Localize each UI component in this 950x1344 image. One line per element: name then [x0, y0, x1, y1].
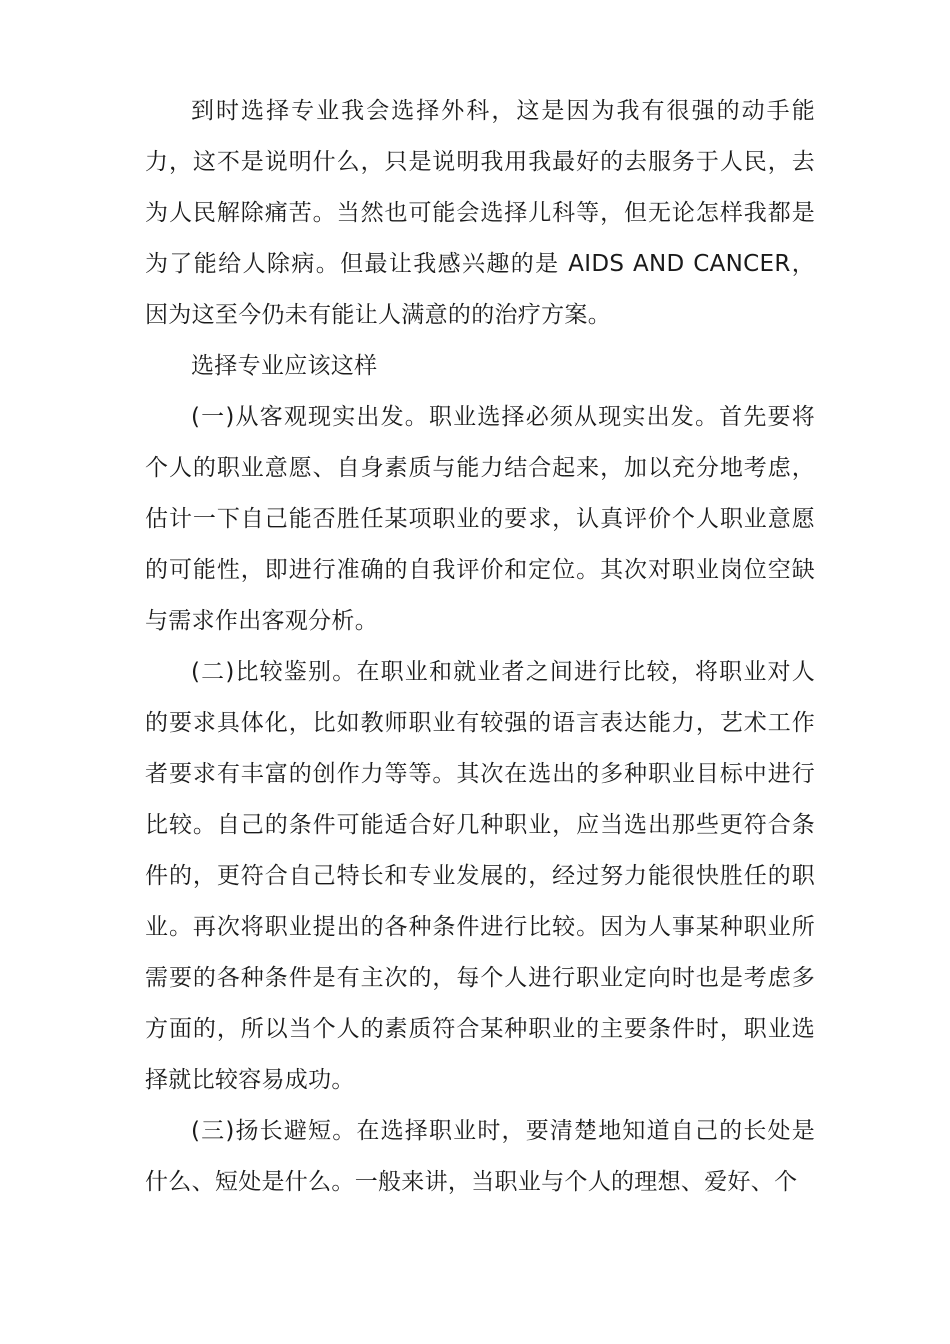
paragraph-point-three: (三)扬长避短。在选择职业时，要清楚地知道自己的长处是什么、短处是什么。一般来讲，当职业与个人的理想、爱好、个 [145, 1118, 815, 1195]
paragraph-surgery-choice: 到时选择专业我会选择外科，这是因为我有很强的动手能力，这不是说明什么，只是说明我用我最好的去服务于人民，去为人民解除痛苦。当然也可能会选择儿科等，但无论怎样我都是为了能给人除病。但最让我感兴趣的是 AIDS AND CANCER，因为这至今仍未有能让人满意的的治疗方案。 [145, 98, 815, 328]
paragraph-point-one: (一)从客观现实出发。职业选择必须从现实出发。首先要将个人的职业意愿、自身素质与能力结合起来，加以充分地考虑，估计一下自己能否胜任某项职业的要求，认真评价个人职业意愿的可能性，即进行准确的自我评价和定位。其次对职业岗位空缺与需求作出客观分析。 [145, 404, 815, 634]
document-body [145, 86, 815, 1208]
paragraph-heading-how-to-choose: 选择专业应该这样 [191, 353, 378, 379]
paragraph-point-two: (二)比较鉴别。在职业和就业者之间进行比较，将职业对人的要求具体化，比如教师职业有较强的语言表达能力，艺术工作者要求有丰富的创作力等等。其次在选出的多种职业目标中进行比较。自己的条件可能适合好几种职业，应当选出那些更符合条件的，更符合自己特长和专业发展的，经过努力能很快胜任的职业。再次将职业提出的各种条件进行比较。因为人事某种职业所需要的各种条件是有主次的，每个人进行职业定向时也是考虑多方面的，所以当个人的素质符合某种职业的主要条件时，职业选择就比较容易成功。 [145, 659, 815, 1093]
